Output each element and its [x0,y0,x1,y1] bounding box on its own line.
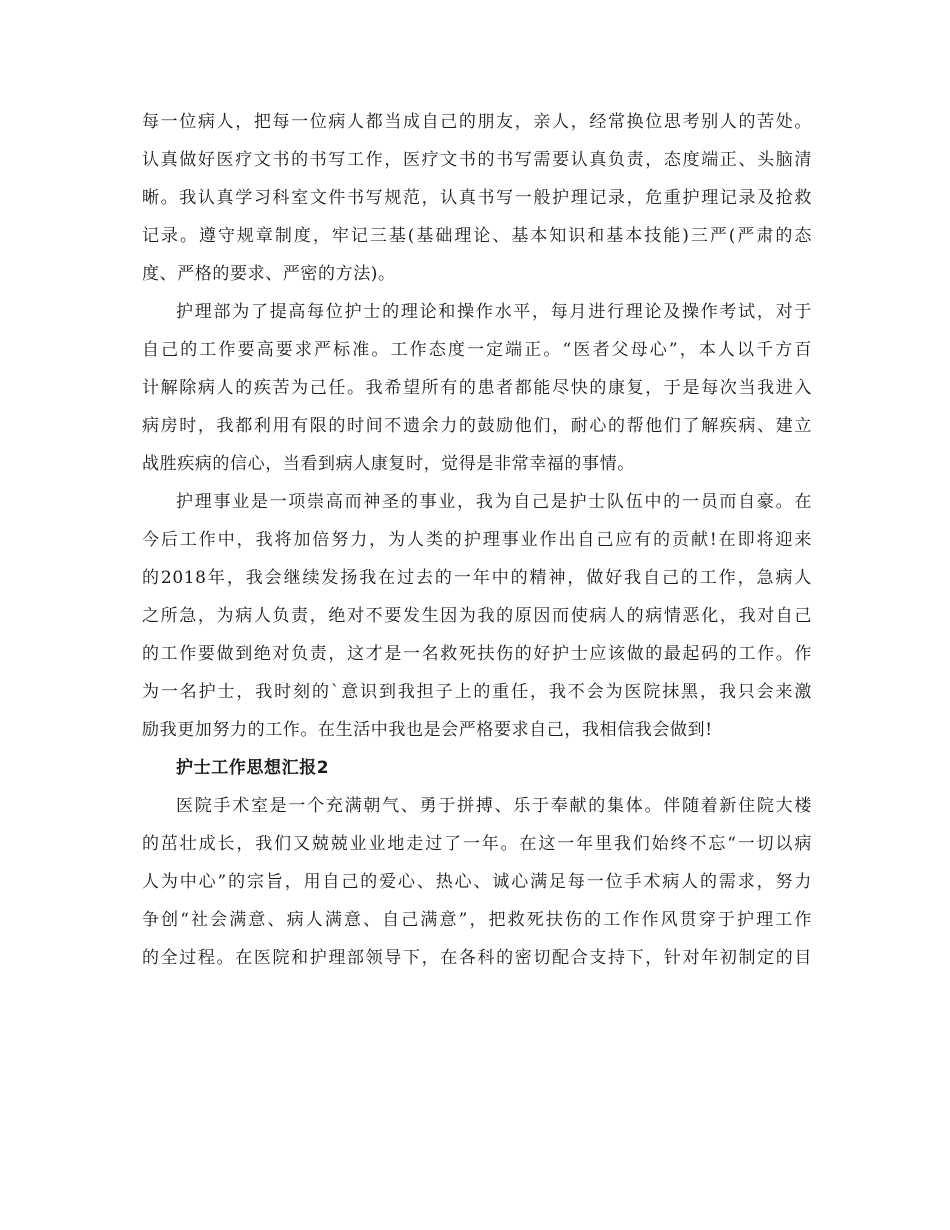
text-line: 病房时，我都利用有限的时间不遗余力的鼓励他们，耐心的帮他们了解疾病、建立 [142,416,812,436]
paragraph-2 [142,293,812,483]
text-line: 今后工作中，我将加倍努力，为人类的护理事业作出自己应有的贡献!在即将迎来 [142,530,812,550]
text-line: 的全过程。在医院和护理部领导下，在各科的密切配合支持下，针对年初制定的目 [142,948,812,968]
text-line: 记录。遵守规章制度，牢记三基(基础理论、基本知识和基本技能)三严(严肃的态 [142,226,812,246]
text-line: 认真做好医疗文书的书写工作，医疗文书的书写需要认真负责，态度端正、头脑清 [142,150,812,170]
text-line: 的茁壮成长，我们又兢兢业业地走过了一年。在这一年里我们始终不忘“一切以病 [142,834,812,854]
section-heading: 护士工作思想汇报2 [176,758,330,778]
text-line: 每一位病人，把每一位病人都当成自己的朋友，亲人，经常换位思考别人的苦处。 [142,112,812,132]
text-line: 的工作要做到绝对负责，这才是一名救死扶伤的好护士应该做的最起码的工作。作 [142,644,812,664]
text-line: 的2018年，我会继续发扬我在过去的一年中的精神，做好我自己的工作，急病人 [142,568,812,588]
text-line: 晰。我认真学习科室文件书写规范，认真书写一般护理记录，危重护理记录及抢救 [142,188,812,208]
text-line: 护理事业是一项崇高而神圣的事业，我为自己是护士队伍中的一员而自豪。在 [176,492,812,512]
text-line: 励我更加努力的工作。在生活中我也是会严格要求自己，我相信我会做到! [142,720,713,740]
paragraph-1 [142,103,812,293]
document-body [142,103,812,977]
text-line: 医院手术室是一个充满朝气、勇于拼搏、乐于奉献的集体。伴随着新住院大楼 [176,796,812,816]
text-line: 争创“社会满意、病人满意、自己满意”，把救死扶伤的工作作风贯穿于护理工作 [142,910,812,930]
text-line: 度、严格的要求、严密的方法)。 [142,264,396,284]
text-line: 战胜疾病的信心，当看到病人康复时，觉得是非常幸福的事情。 [142,454,635,474]
text-line: 自己的工作要高要求严标准。工作态度一定端正。“医者父母心”，本人以千方百 [142,340,812,360]
paragraph-4 [142,787,812,977]
text-line: 计解除病人的疾苦为己任。我希望所有的患者都能尽快的康复，于是每次当我进入 [142,378,812,398]
text-line: 人为中心”的宗旨，用自己的爱心、热心、诚心满足每一位手术病人的需求，努力 [142,872,812,892]
text-line: 之所急，为病人负责，绝对不要发生因为我的原因而使病人的病情恶化，我对自己 [142,606,812,626]
paragraph-3 [142,483,812,749]
text-line: 为一名护士，我时刻的`意识到我担子上的重任，我不会为医院抹黑，我只会来激 [142,682,812,702]
text-line: 护理部为了提高每位护士的理论和操作水平，每月进行理论及操作考试，对于 [176,302,812,322]
